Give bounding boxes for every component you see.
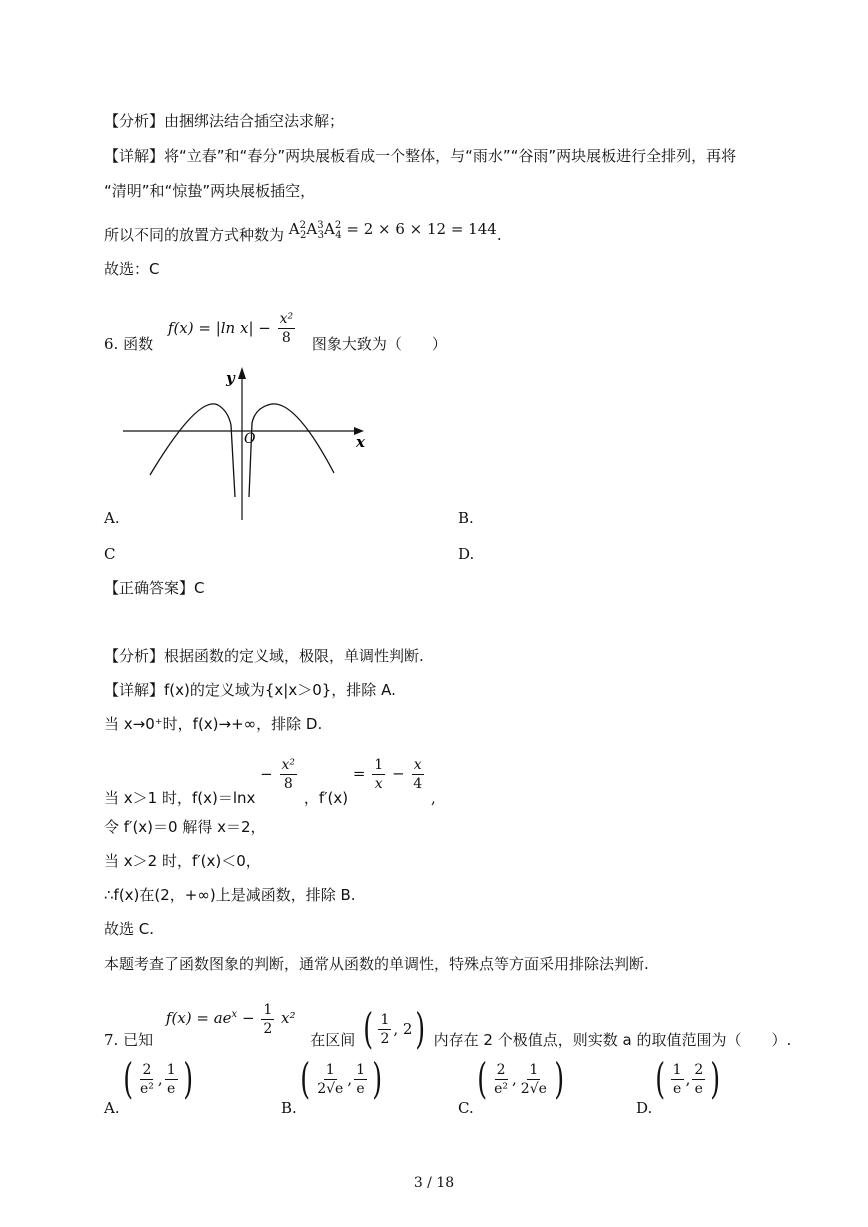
q5-analysis: 【分析】由捆绑法结合插空法求解； bbox=[104, 112, 345, 130]
right-branch bbox=[249, 404, 334, 497]
q6-detail-1: 【详解】f(x)的定义域为{x|x＞0}，排除 A. bbox=[104, 681, 396, 699]
q5-count-line: 所以不同的放置方式种数为 $A^2_2A^3_3A^2_4 = 2 \times 6 \times 12 = 144$. bbox=[104, 220, 502, 244]
q6-option-c[interactable]: C bbox=[104, 545, 116, 563]
q6-detail-4: 令 f′(x)＝0 解得 x＝2， bbox=[104, 818, 266, 836]
q6-fraction: $\frac{\text{x²}}{8}$ bbox=[279, 311, 294, 346]
origin-label: O bbox=[244, 431, 256, 447]
q6-option-a[interactable]: A. bbox=[104, 509, 120, 527]
x-axis-label: x bbox=[356, 433, 365, 451]
q7-option-d[interactable]: D. ( $\frac{1}{e}$ , $\frac{2}{e}$ ) bbox=[636, 1054, 721, 1117]
q5-count-prefix: 所以不同的放置方式种数为 bbox=[104, 226, 285, 244]
q7-number: 7. bbox=[104, 1031, 119, 1049]
q7-interval: ( $\frac{1}{2}$ , 2 ) bbox=[363, 1004, 426, 1053]
q7-option-c[interactable]: C. ( $\frac{2}{\text{e²}}$ , $\frac{1}{2√e}$ ) bbox=[458, 1054, 565, 1117]
q6-prefix: 函数 bbox=[123, 334, 154, 353]
q6-detail-6: ∴f(x)在(2，+∞)上是减函数，排除 B. bbox=[104, 886, 356, 904]
q7-prefix: 已知 bbox=[123, 1031, 154, 1049]
q6-summary: 本题考查了函数图象的判断，通常从函数的单调性，特殊点等方面采用排除法判断. bbox=[104, 955, 649, 973]
page-number: 3 / 18 bbox=[413, 1175, 455, 1191]
q7-option-a[interactable]: A. ( $\frac{2}{\text{e²}}$ , $\frac{1}{e}$ ) bbox=[104, 1054, 193, 1117]
q6-detail-3: 当 x＞1 时，f(x)＝lnx − $\frac{\text{x²}}{8}$ ，f′(x) = $\frac{1}{x}$ − $\frac{x}{4}$ , bbox=[104, 757, 436, 807]
left-branch bbox=[150, 404, 235, 497]
q5-answer: 故选：C bbox=[104, 260, 160, 278]
q5-formula: $A^2_2A^3_3A^2_4 = 2 \times 6 \times 12 = 144$ bbox=[288, 220, 497, 241]
q6-suffix: 图象大致为（ ） bbox=[311, 334, 447, 353]
y-axis-label: y bbox=[226, 369, 235, 387]
q7-function: f(x) = ae bbox=[165, 1009, 232, 1027]
q6-detail-5: 当 x＞2 时，f′(x)＜0， bbox=[104, 852, 261, 870]
q6-option-d[interactable]: D. bbox=[458, 545, 475, 563]
q6-answer: 故选 C. bbox=[104, 920, 155, 938]
q6-correct-answer: 【正确答案】C bbox=[104, 579, 205, 597]
q6-detail-2: 当 x→0⁺时，f(x)→+∞，排除 D. bbox=[104, 715, 323, 733]
q7-interval-word: 在区间 bbox=[310, 1031, 356, 1049]
y-axis-arrow bbox=[238, 367, 246, 379]
q6-option-b[interactable]: B. bbox=[458, 509, 474, 527]
q6-number: 6. bbox=[104, 334, 119, 353]
q7-stem: 7. 已知 $f(x) = ae^x$ − $\frac{1}{2}$ x² 在区间 ( $\frac{1}{2}$ , 2 ) 内存在 2 个极值点，则实数 a 的取值范围为（ ）. bbox=[104, 1001, 792, 1053]
q6-graph bbox=[118, 365, 370, 525]
q5-detail-line1: 【详解】将“立春”和“春分”两块展板看成一个整体，与“雨水”“谷雨”两块展板进行全排列，再将 bbox=[104, 147, 737, 165]
q7-option-b[interactable]: B. ( $\frac{1}{2√e}$ , $\frac{1}{e}$ ) bbox=[281, 1054, 383, 1117]
q5-detail-line2: “清明”和“惊蛰”两块展板插空， bbox=[104, 182, 316, 200]
q6-function: f(x) = |ln x| − bbox=[167, 318, 271, 337]
q6-stem bbox=[104, 310, 447, 353]
q6-analysis: 【分析】根据函数的定义域，极限，单调性判断. bbox=[104, 647, 424, 665]
q7-suffix: 内存在 2 个极值点，则实数 a 的取值范围为（ ）. bbox=[433, 1031, 792, 1049]
